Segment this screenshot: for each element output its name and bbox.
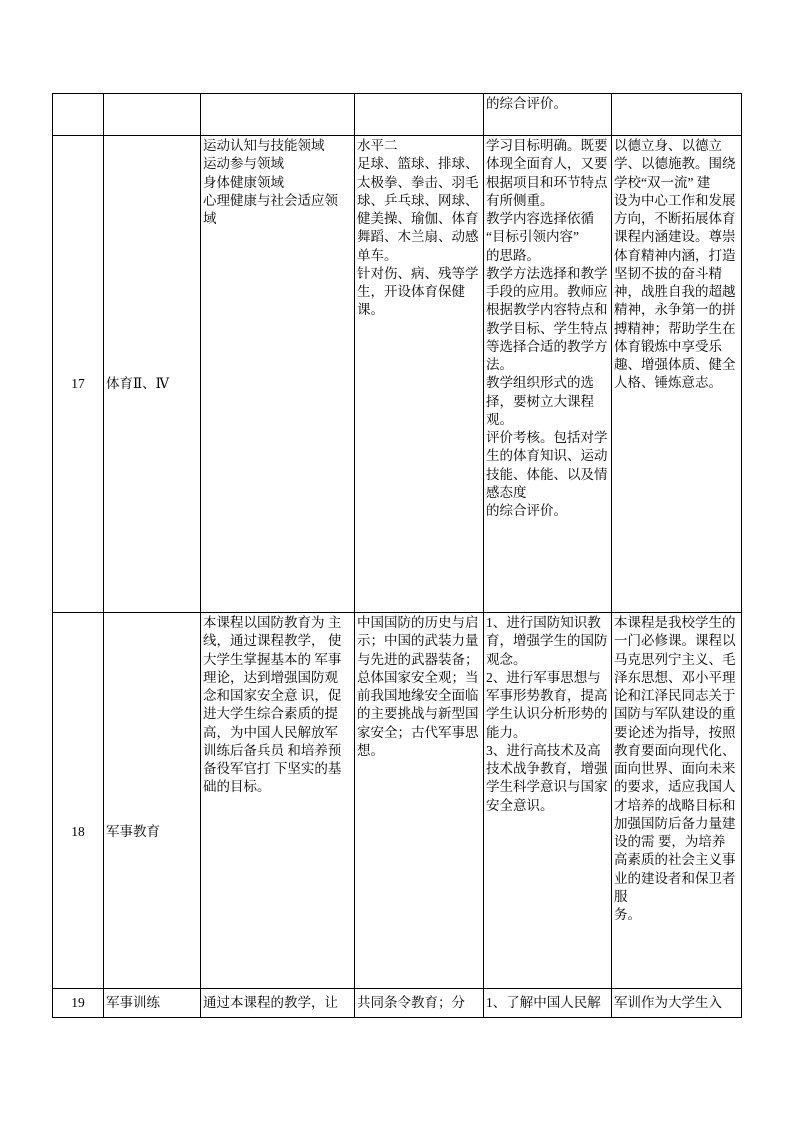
course-number-cell bbox=[53, 94, 104, 136]
table-cell-col6 bbox=[612, 94, 742, 136]
table-cell-col4: 中国国防的历史与启 示；中国的武装力量 与先进的武器装备； 总体国家安全观；当 前我国地缘安全面临 的主要挑战与新型国 家安全；古代军事思 想。 bbox=[355, 613, 484, 989]
table-cell-col5: 1、了解中国人民解 bbox=[484, 989, 612, 1018]
table-cell-col3: 通过本课程的教学，让 bbox=[201, 989, 355, 1018]
table-cell-col4: 共同条令教育；分 bbox=[355, 989, 484, 1018]
table-cell-col4 bbox=[355, 94, 484, 136]
table-cell-col6: 以德立身、以德立 学、以德施教。围绕 学校“双一流” 建 设为中心工作和发展 方向，不断拓展体育 课程内涵建设。尊崇 体育精神内涵，打造 坚韧不拔的奋斗精 神，战胜自我的超越 精神，永争第一的拼 搏精神；帮助学生在 体育锻炼中享受乐 趣、增强体质、健全 人格、锤炼意志。 bbox=[612, 136, 742, 613]
course-number-cell: 17 bbox=[53, 136, 104, 613]
course-number-cell: 18 bbox=[53, 613, 104, 989]
table-cell-col5: 学习目标明确。既要 体现全面育人，又要 根据项目和环节特点 有所侧重。 教学内容选择依循 “目标引领内容” 的思路。 教学方法选择和教学 手段的应用。教师应 根据教学内容特点和 教学目标、学生特点 等选择合适的教学方 法。 教学组织形式的选 择，要树立大课程 观。 评价考核。包括对学 生的体育知识、运动 技能、体能、以及情 感态度 的综合评价。 bbox=[484, 136, 612, 613]
table-cell-col3 bbox=[201, 94, 355, 136]
table-row bbox=[53, 94, 742, 136]
table-cell-col4: 水平二 足球、篮球、排球、 太极拳、拳击、羽毛 球、乒乓球、网球、 健美操、瑜伽、体育 舞蹈、木兰扇、动感 单车。 针对伤、病、残等学 生，开设体育保健 课。 bbox=[355, 136, 484, 613]
table-row bbox=[53, 613, 742, 989]
table-row bbox=[53, 136, 742, 613]
table-cell-col6: 本课程是我校学生的 一门必修课。课程以 马克思列宁主义、毛 泽东思想、邓小平理 论和江泽民同志关于 国防与军队建设的重 要论述为指导，按照 教育要面向现代化、 面向世界、面向未来 的要求，适应我国人 才培养的战略目标和 加强国防后备力量建 设的需 要，为培养 高素质的社会主义事 业的建设者和保卫者 服 务。 bbox=[612, 613, 742, 989]
course-table bbox=[52, 93, 742, 1018]
table-cell-col3: 运动认知与技能领域 运动参与领域 身体健康领域 心理健康与社会适应领 域 bbox=[201, 136, 355, 613]
course-name-cell: 体育Ⅱ、Ⅳ bbox=[104, 136, 201, 613]
course-name-cell: 军事训练 bbox=[104, 989, 201, 1018]
course-number-cell: 19 bbox=[53, 989, 104, 1018]
table-cell-col5: 1、进行国防知识教 育，增强学生的国防 观念。 2、进行军事思想与 军事形势教育，提高 学生认识分析形势的 能力。 3、进行高技术及高 技术战争教育，增强 学生科学意识与国家 安全意识。 bbox=[484, 613, 612, 989]
course-name-cell bbox=[104, 94, 201, 136]
table-cell-col5: 的综合评价。 bbox=[484, 94, 612, 136]
table-cell-col3: 本课程以国防教育为 主 线，通过课程教学， 使 大学生掌握基本的 军事 理论，达到增强国防观 念和国家安全意 识，促 进大学生综合素质的提 高，为中国人民解放军 训练后备兵员 和培养预 备役军官打 下坚实的基 础的目标。 bbox=[201, 613, 355, 989]
table-cell-col6: 军训作为大学生入 bbox=[612, 989, 742, 1018]
course-name-cell: 军事教育 bbox=[104, 613, 201, 989]
table-row bbox=[53, 989, 742, 1018]
